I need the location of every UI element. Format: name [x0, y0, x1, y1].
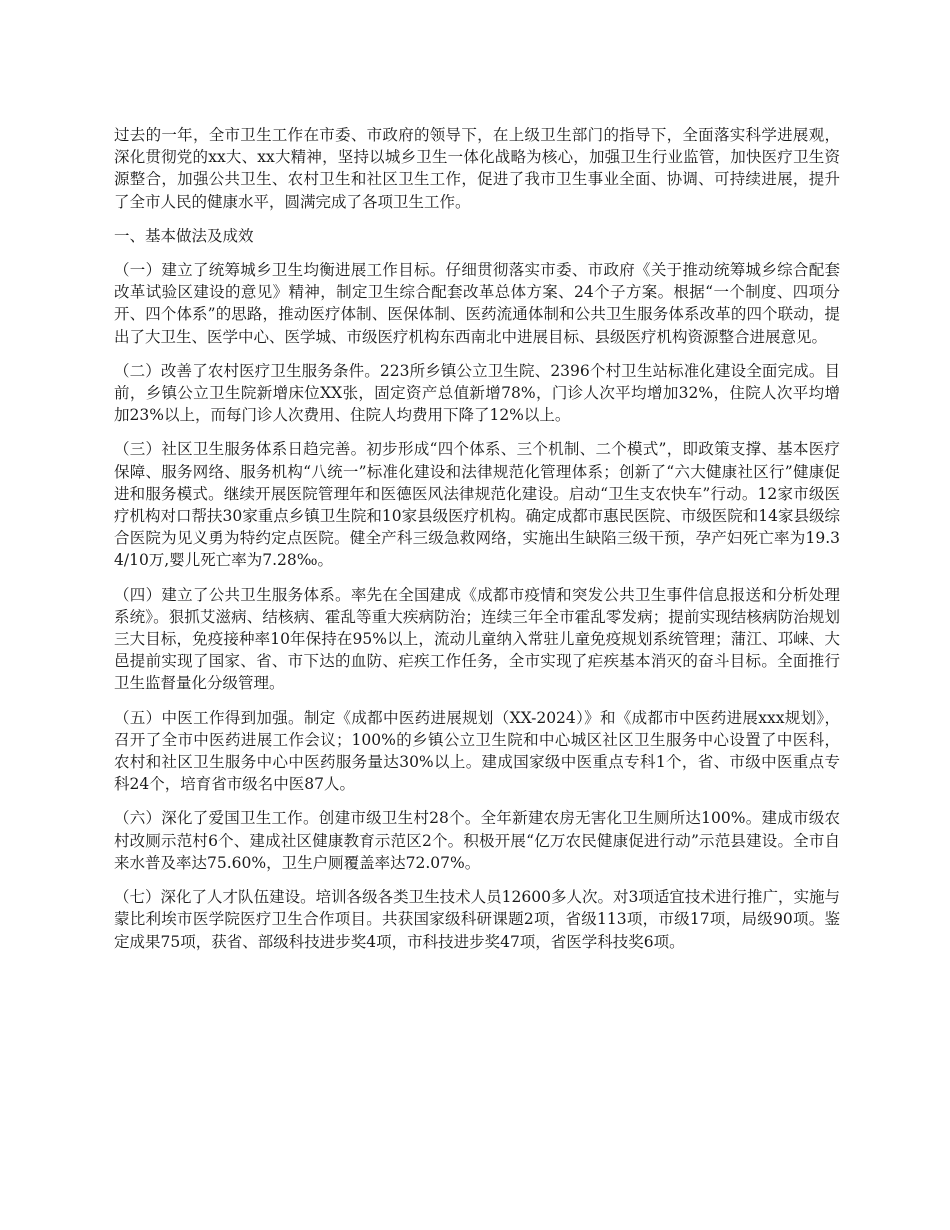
paragraph-2: （二）改善了农村医疗卫生服务条件。223所乡镇公立卫生院、2396个村卫生站标准化建设全面完成。目前，乡镇公立卫生院新增床位XX张，固定资产总值新增78%，门诊人次平均增加32%，住院人次平均增加23%以上，而每门诊人次费用、住院人均费用下降了12%以上。: [114, 361, 840, 425]
intro-paragraph: 过去的一年，全市卫生工作在市委、市政府的领导下，在上级卫生部门的指导下，全面落实科学进展观，深化贯彻党的xx大、xx大精神，坚持以城乡卫生一体化战略为核心，加强卫生行业监管，加快医疗卫生资源整合，加强公共卫生、农村卫生和社区卫生工作，促进了我市卫生事业全面、协调、可持续进展，提升了全市人民的健康水平，圆满完成了各项卫生工作。: [114, 126, 840, 211]
paragraph-7: （七）深化了人才队伍建设。培训各级各类卫生技术人员12600多人次。对3项适宜技术进行推广，实施与蒙比利埃市医学院医疗卫生合作项目。共获国家级科研课题2项，省级113项，市级17项，局级90项。鉴定成果75项，获省、部级科技进步奖4项，市科技进步奖47项，省医学科技奖6项。: [114, 888, 840, 951]
paragraph-3: （三）社区卫生服务体系日趋完善。初步形成“四个体系、三个机制、二个模式”，即政策支撑、基本医疗保障、服务网络、服务机构“八统一”标准化建设和法律规范化管理体系；创新了“六大健康社区行”健康促进和服务模式。继续开展医院管理年和医德医风法律规范化建设。启动“卫生支农快车”行动。12家市级医疗机构对口帮扶30家重点乡镇卫生院和10家县级医疗机构。确定成都市惠民医院、市级医院和14家县级综合医院为见义勇为特约定点医院。健全产科三级急救网络，实施出生缺陷三级干预，孕产妇死亡率为19.34/10万,婴儿死亡率为7.28‰。: [114, 440, 840, 570]
paragraph-6: （六）深化了爱国卫生工作。创建市级卫生村28个。全年新建农房无害化卫生厕所达100%。建成市级农村改厕示范村6个、建成社区健康教育示范区2个。积极开展“亿万农民健康促进行动”示范县建设。全市自来水普及率达75.60%，卫生户厕覆盖率达72.07%。: [114, 809, 840, 872]
section-heading: 一、基本做法及成效: [114, 226, 254, 245]
paragraph-5: （五）中医工作得到加强。制定《成都中医药进展规划（XX-2024）》和《成都市中医药进展xxx规划》，召开了全市中医药进展工作会议；100%的乡镇公立卫生院和中心城区社区卫生服务中心设置了中医科，农村和社区卫生服务中心中医药服务量达30%以上。建成国家级中医重点专科1个，省、市级中医重点专科24个，培育省市级名中医87人。: [114, 708, 840, 794]
document-page: [114, 124, 840, 965]
paragraph-1: （一）建立了统筹城乡卫生均衡进展工作目标。仔细贯彻落实市委、市政府《关于推动统筹城乡综合配套改革试验区建设的意见》精神，制定卫生综合配套改革总体方案、24个子方案。根据“一个制度、四项分开、四个体系”的思路，推动医疗体制、医保体制、医药流通体制和公共卫生服务体系改革的四个联动，提出了大卫生、医学中心、医学城、市级医疗机构东西南北中进展目标、县级医疗机构资源整合进展意见。: [114, 261, 840, 346]
paragraph-4: （四）建立了公共卫生服务体系。率先在全国建成《成都市疫情和突发公共卫生事件信息报送和分析处理系统》。狠抓艾滋病、结核病、霍乱等重大疾病防治；连续三年全市霍乱零发病；提前实现结核病防治规划三大目标，免疫接种率10年保持在95%以上，流动儿童纳入常驻儿童免疫规划系统管理；蒲江、邛崃、大邑提前实现了国家、省、市下达的血防、疟疾工作任务，全市实现了疟疾基本消灭的奋斗目标。全面推行卫生监督量化分级管理。: [114, 585, 840, 693]
